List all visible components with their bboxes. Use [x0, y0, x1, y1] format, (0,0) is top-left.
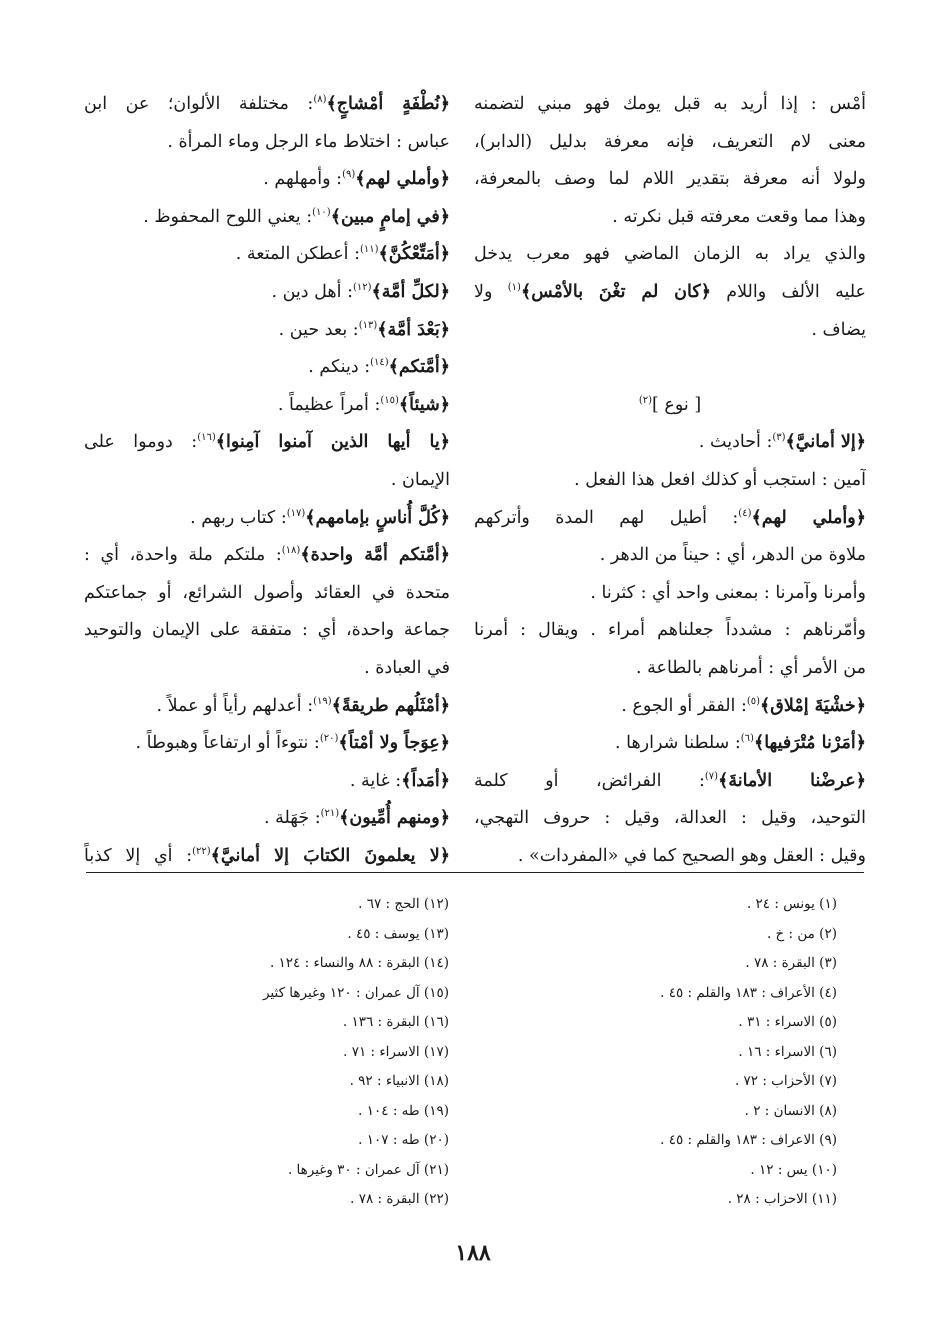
text-line [84, 612, 450, 650]
footnote-ref: (١٢) [352, 282, 372, 294]
footnote-ref: (١٠) [312, 206, 331, 218]
footnote: (٩) الاعراف : ١٨٣ والقلم : ٤٥ . [660, 1132, 837, 1148]
footnote: (١١) الاحزاب : ٢٨ . [727, 1191, 837, 1207]
footnote: (٢٢) البقرة : ٧٨ . [350, 1191, 449, 1207]
text-line [84, 725, 450, 763]
footnote: (٣) البقرة : ٧٨ . [745, 955, 837, 971]
quran-phrase: ﴿خشْيَةَ إمْلاق﴾ [760, 695, 866, 716]
text-line [84, 312, 450, 350]
text-line [474, 349, 866, 387]
footnote-ref: (٣) [772, 432, 786, 444]
footnote-ref: (٢) [638, 394, 653, 406]
line-text: : كتاب ربهم . [190, 507, 287, 528]
footnote-ref: (٢٢) [192, 846, 211, 858]
text-line [84, 349, 450, 387]
text-line [474, 124, 866, 162]
quran-phrase: ﴿عرضْنا الأمانةَ﴾ [718, 770, 866, 791]
line-text: : أعدلهم رأياً أو عملاً . [156, 695, 314, 716]
text-line [474, 725, 866, 763]
line-text: التوحيد، وقيل : العدالة، وقيل : حروف التهجي، [474, 808, 866, 829]
quran-phrase: ﴿نُطْفَةٍ أمْشاجٍ﴾ [326, 94, 450, 114]
quran-phrase: ﴿أمَّتكم أمَّة واحدة﴾ [300, 545, 450, 566]
footnote: (٥) الاسراء : ٣١ . [738, 1014, 837, 1030]
text-line [474, 236, 866, 274]
footnote: (٦) الاسراء : ١٦ . [738, 1043, 837, 1060]
footnote-ref: (٨) [313, 94, 327, 106]
footnote-ref: (٦) [740, 733, 754, 745]
line-text: : أحاديث . [698, 432, 773, 453]
text-line [474, 838, 866, 876]
footnotes-left [220, 890, 449, 1215]
line-text: وأمّرناهم : مشدداً جعلناهم أمراء . ويقال : أمرنا [474, 620, 866, 641]
footnote-ref: (٢١) [320, 808, 340, 820]
footnote-ref: (١٦) [197, 432, 216, 444]
line-text: ملاوة من الدهر، أي : حيناً من الدهر . [599, 545, 866, 566]
quran-phrase: ﴿ومنهم أُمِّيون﴾ [339, 808, 450, 829]
text-line [474, 424, 866, 462]
footnote: (١٣) يوسف : ٤٥ . [347, 925, 449, 942]
line-text: : وأمهلهم . [263, 169, 343, 190]
text-line [84, 500, 450, 538]
page-number: ١٨٨ [455, 1240, 491, 1266]
footnotes-right [600, 890, 837, 1215]
line-text: : أطيل لهم المدة وأتركهم [474, 507, 739, 528]
line-text: ولولا أنه معرفة بتقدير اللام لما وصف بالمعرفة، [474, 169, 866, 190]
quran-phrase: ﴿في إمامٍ مبين﴾ [330, 206, 450, 227]
text-line [474, 274, 866, 312]
text-line [474, 387, 866, 425]
line-text: آمين : استجب أو كذلك افعل هذا الفعل . [574, 469, 866, 490]
line-text: : مختلفة الألوان؛ عن ابن [84, 94, 314, 114]
text-line [84, 575, 450, 613]
line-text: وأمرنا وآمرنا : بمعنى واحد أي : كثرنا . [590, 582, 866, 603]
footnote: (٨) الانسان : ٢ . [744, 1102, 837, 1119]
text-line [474, 86, 866, 124]
footnote: (٤) الأعراف : ١٨٣ والقلم : ٤٥ . [660, 984, 837, 1001]
right-column [474, 86, 866, 875]
footnote-ref: (٩) [342, 169, 356, 181]
left-column [84, 86, 450, 875]
text-line [474, 612, 866, 650]
line-text: وهذا مما وقعت معرفته قبل نكرته . [612, 206, 866, 227]
line-text: : الفرائض، أو كلمة [474, 770, 705, 791]
text-line [474, 763, 866, 801]
footnote-ref: (١) [507, 282, 521, 294]
footnote: (٧) الأحزاب : ٧٢ . [734, 1073, 837, 1089]
quran-phrase: ﴿يا أيها الذين آمنوا آمِنوا﴾ [215, 432, 450, 453]
text-line [474, 800, 866, 838]
quran-phrase: ﴿لكلِّ أمَّة﴾ [371, 281, 450, 302]
footnote-ref: (١٤) [370, 357, 389, 369]
quran-phrase: ﴿أمَداً﴾ [401, 770, 450, 791]
quran-phrase: ﴿شيئاً﴾ [398, 394, 450, 415]
footnote: (١٨) الانبياء : ٩٢ . [349, 1073, 449, 1089]
text-line [474, 575, 866, 613]
footnote: (٢٠) طه : ١٠٧ . [358, 1132, 449, 1148]
line-text: من الأمر أي : أمرناهم بالطاعة . [636, 657, 866, 678]
text-line [84, 650, 450, 688]
footnote-ref: (٧) [704, 770, 719, 782]
text-line [84, 199, 450, 237]
footnote-ref: (٥) [746, 695, 761, 707]
line-text: : أي إلا كذباً [84, 845, 193, 866]
line-text: متحدة في العقائد وأصول الشرائع، أو جماعتكم [84, 582, 450, 603]
line-text: [ نوع ] [652, 394, 702, 415]
footnote-ref: (٢٠) [319, 733, 339, 745]
line-text: أمْس : إذا أريد به قبل يومك فهو مبني لتضمنه [474, 94, 866, 114]
text-line [84, 236, 450, 274]
text-line [84, 424, 450, 462]
text-line [474, 199, 866, 237]
text-line [84, 124, 450, 162]
footnote-ref: (١٨) [281, 545, 301, 557]
line-text: معنى لام التعريف، فإنه معرفة بدليل (الدابر)، [474, 131, 866, 152]
line-text: الإيمان . [390, 469, 450, 490]
quran-phrase: ﴿بَعْدَ أمَّة﴾ [377, 319, 450, 340]
line-text: في العبادة . [364, 657, 450, 678]
line-text: : غاية . [349, 770, 402, 791]
text-line [474, 650, 866, 688]
line-text: عليه الألف واللام [710, 281, 866, 302]
quran-phrase: ﴿أمْثَلُهم طريقةً﴾ [331, 695, 450, 716]
line-text: : سلطنا شرارها . [614, 733, 741, 754]
line-text: عباس : اختلاط ماء الرجل وماء المرأة . [167, 131, 450, 152]
text-line [84, 86, 450, 124]
footnote-ref: (٤) [738, 507, 752, 519]
text-line [474, 688, 866, 726]
line-text: ولا [474, 281, 508, 302]
quran-phrase: ﴿كُلَّ أُناسٍ بإمامهم﴾ [305, 507, 450, 528]
line-text: : نتوءاً أو ارتفاعاً وهبوطاً . [135, 733, 320, 754]
line-text: : جَهَلة . [263, 808, 321, 829]
text-line [84, 688, 450, 726]
text-line [84, 161, 450, 199]
line-text: : أعطكن المتعة . [235, 244, 360, 265]
quran-phrase: ﴿لا يعلمونَ الكتابَ إلا أمانيَّ﴾ [210, 845, 450, 866]
line-text: : بعد حين . [278, 319, 359, 340]
text-line [474, 500, 866, 538]
line-text: : دوموا على [84, 432, 198, 453]
quran-phrase: ﴿أمَتِّعْكُنَّ﴾ [378, 244, 450, 265]
line-text: : أمراً عظيماً . [277, 394, 381, 415]
text-line [474, 161, 866, 199]
line-text: : ملتكم ملة واحدة، أي : [84, 545, 282, 566]
quran-phrase: ﴿عِوَجاً ولا أمْتاً﴾ [338, 733, 450, 754]
text-line [474, 462, 866, 500]
footnote-ref: (١١) [359, 244, 379, 256]
footnote-ref: (١٧) [286, 507, 306, 519]
line-text: : أهل دين . [271, 281, 353, 302]
footnote: (٢) من : خ . [766, 925, 837, 942]
footnote-ref: (١٣) [358, 319, 378, 331]
footnote: (١٥) آل عمران : ١٢٠ وغيرها كثير [262, 984, 449, 1001]
line-text: يضاف . [811, 319, 866, 340]
footnote-ref: (١٩) [313, 695, 332, 707]
footnote: (١٠) يس : ١٢ . [750, 1161, 837, 1178]
text-line [84, 387, 450, 425]
footnote-divider [86, 872, 864, 873]
line-text: : يعني اللوح المحفوظ . [143, 206, 313, 227]
footnote: (١٧) الاسراء : ٧١ . [343, 1043, 449, 1060]
quran-phrase: ﴿أمَرْنا مُتْرَفيها﴾ [753, 733, 866, 754]
quran-phrase: ﴿وأملي لهم﴾ [751, 507, 866, 528]
footnote: (١٩) طه : ١٠٤ . [358, 1102, 449, 1119]
line-text: والذي يراد به الزمان الماضي فهو معرب يدخل [474, 244, 866, 265]
footnote-ref: (١٥) [380, 394, 399, 406]
line-text: : دينكم . [308, 357, 371, 378]
quran-phrase: ﴿أمَّتكم﴾ [388, 357, 450, 378]
text-line [84, 763, 450, 801]
line-text: : الفقر أو الجوع . [621, 695, 747, 716]
quran-phrase: ﴿إلا أمانيَّ﴾ [785, 432, 866, 453]
footnote: (١٤) البقرة : ٨٨ والنساء : ١٢٤ . [269, 955, 449, 971]
line-text: وقيل : العقل وهو الصحيح كما في «المفردات» . [517, 845, 866, 866]
footnote: (٢١) آل عمران : ٣٠ وغيرها . [287, 1161, 449, 1178]
footnote: (١) يونس : ٢٤ . [746, 896, 837, 912]
line-text: جماعة واحدة، أي : متفقة على الإيمان والتوحيد [84, 620, 450, 641]
text-line [84, 537, 450, 575]
text-line [84, 274, 450, 312]
quran-phrase: ﴿كان لم تغْنَ بالأمْس﴾ [520, 281, 711, 302]
text-line [474, 312, 866, 350]
footnote: (١٢) الحج : ٦٧ . [358, 896, 449, 912]
text-line [84, 462, 450, 500]
text-line [474, 537, 866, 575]
footnote: (١٦) البقرة : ١٣٦ . [342, 1014, 449, 1030]
quran-phrase: ﴿وأملي لهم﴾ [355, 169, 450, 190]
text-line [84, 800, 450, 838]
text-line [84, 838, 450, 876]
